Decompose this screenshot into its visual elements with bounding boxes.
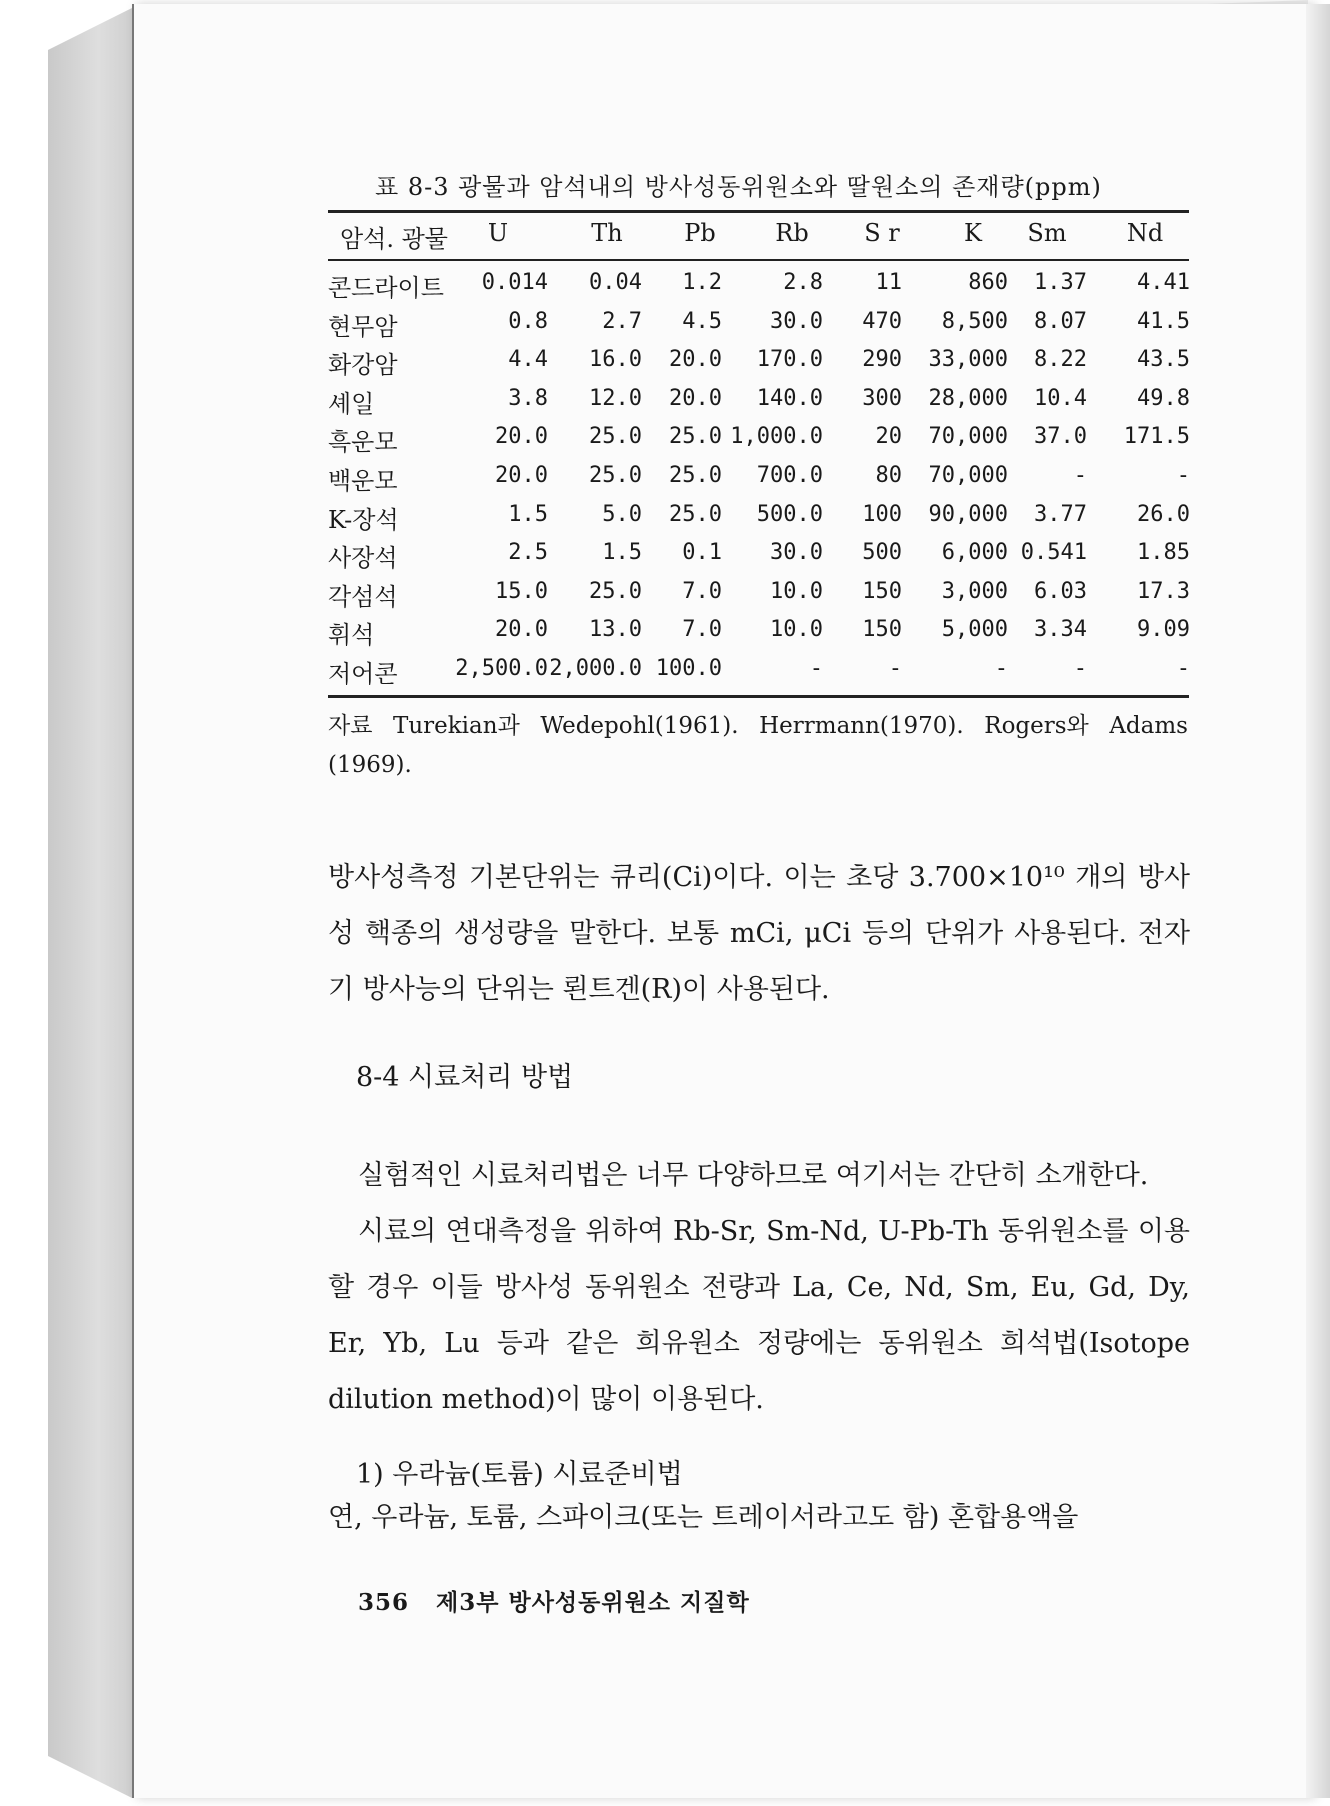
table-cell: 26.0 — [1137, 501, 1190, 527]
table-cell: 290 — [862, 347, 902, 373]
table-cell: 13.0 — [589, 617, 642, 643]
table-cell: 100 — [862, 501, 902, 527]
table-cell: 100.0 — [655, 656, 722, 681]
table-row-label: 콘드라이트 — [328, 274, 444, 302]
table-cell: - — [1073, 656, 1087, 681]
table-row-label: 각섬석 — [328, 582, 398, 611]
table-cell: 43.5 — [1137, 347, 1190, 373]
table-cell: 0.04 — [589, 270, 642, 295]
paragraph-units: 방사성측정 기본단위는 큐리(Ci)이다. 이는 초당 3.700×10¹⁰ 개의 방사성 핵종의 생성량을 말한다. 보통 mCi, μCi 등의 단위가 사용된다. 전자기 방사능의 단위는 뢴트겐(R)이 사용된다. — [328, 862, 1190, 1005]
table-bottom-rule — [328, 695, 1189, 698]
table-cell: 20.0 — [669, 385, 722, 411]
table-cell: 16.0 — [589, 347, 642, 373]
table-cell: 8.22 — [1034, 347, 1087, 373]
table-cell: 500 — [862, 540, 902, 566]
table-header-cell: K — [964, 219, 982, 247]
table-cell: 7.0 — [682, 617, 722, 643]
table-cell: 140.0 — [756, 385, 823, 411]
table-cell: 2,000.0 — [549, 656, 642, 681]
table-cell: 10.0 — [770, 617, 823, 643]
table-cell: 0.541 — [1020, 540, 1087, 566]
table-cell: 49.8 — [1137, 385, 1190, 411]
table-cell: 300 — [862, 385, 902, 411]
table-cell: 2.8 — [783, 270, 823, 295]
table-cell: 6,000 — [941, 540, 1008, 566]
table-cell: 1.5 — [602, 540, 642, 566]
table-header-cell: Th — [591, 219, 623, 247]
page-footer — [358, 1584, 750, 1617]
table-cell: 170.0 — [756, 347, 823, 373]
table-header-cell: Pb — [684, 219, 716, 247]
table-header-cell: U — [487, 219, 509, 247]
table-cell: 8.07 — [1034, 308, 1087, 334]
table-cell: 0.8 — [508, 308, 548, 334]
table-cell: 1.37 — [1034, 270, 1087, 295]
table-row-label: 사장석 — [328, 544, 398, 573]
table-cell: 33,000 — [928, 347, 1008, 373]
table-cell: 20.0 — [495, 617, 548, 643]
table-cell: 8,500 — [941, 308, 1008, 334]
table-row-label: 휘석 — [328, 621, 375, 650]
part-title: 제3부 방사성동위원소 지질학 — [436, 1589, 750, 1616]
table-cell: 37.0 — [1034, 424, 1087, 450]
table-cell: 2,500.0 — [455, 656, 548, 681]
table-cell: 20.0 — [495, 424, 548, 450]
table-cell: 70,000 — [928, 463, 1008, 488]
table-row-label: K-장석 — [328, 505, 399, 534]
table-caption: 표 8-3 광물과 암석내의 방사성동위원소와 딸원소의 존재량(ppm) — [375, 173, 1102, 201]
table-cell: 25.0 — [589, 578, 642, 604]
table-top-rule — [328, 210, 1189, 213]
table-cell: 150 — [862, 617, 902, 643]
table-cell: 17.3 — [1137, 578, 1190, 604]
table-cell: 25.0 — [669, 463, 722, 488]
table-cell: 3,000 — [941, 578, 1008, 604]
table-cell: 700.0 — [756, 463, 823, 488]
table-header-cell: S r — [864, 219, 900, 247]
paragraph-intro: 실험적인 시료처리법은 너무 다양하므로 여기서는 간단히 소개한다. — [358, 1160, 1149, 1191]
table-cell: 171.5 — [1123, 424, 1190, 450]
page-edge — [1306, 4, 1330, 1798]
table-header-cell: Sm — [1027, 219, 1067, 247]
table-cell: - — [809, 656, 823, 681]
table-row-label: 셰일 — [328, 389, 375, 418]
table-row-label: 백운모 — [328, 467, 398, 495]
table-cell: 10.4 — [1034, 385, 1087, 411]
table-cell: - — [888, 656, 902, 681]
table-cell: 1.2 — [682, 270, 722, 295]
table-cell: 4.5 — [682, 308, 722, 334]
table-cell: 30.0 — [770, 308, 823, 334]
table-cell: 25.0 — [669, 424, 722, 450]
table-cell: 860 — [968, 270, 1008, 295]
table-cell: 6.03 — [1034, 578, 1087, 604]
page-number: 356 — [358, 1589, 410, 1616]
table-cell: 2.5 — [508, 540, 548, 566]
paragraph-uranium: 연, 우라늄, 토륨, 스파이크(또는 트레이서라고도 함) 혼합용액을 — [328, 1502, 1079, 1533]
table-cell: 15.0 — [495, 578, 548, 604]
table-cell: 20.0 — [495, 463, 548, 488]
table-cell: 1.5 — [508, 501, 548, 527]
table-row-label: 흑운모 — [328, 428, 398, 457]
table-cell: 9.09 — [1137, 617, 1190, 643]
table-header-cell: Nd — [1126, 219, 1164, 247]
table-cell: 28,000 — [928, 385, 1008, 411]
table-row-label: 화강암 — [328, 351, 398, 380]
table-source-note: 자료 Turekian과 Wedepohl(1961). Herrmann(1970). Rogers와 Adams (1969). — [328, 713, 1188, 778]
table-cell: 3.8 — [508, 385, 548, 411]
table-cell: - — [1176, 463, 1190, 488]
table-cell: 41.5 — [1137, 308, 1190, 334]
table-cell: 5,000 — [941, 617, 1008, 643]
table-cell: 4.41 — [1137, 270, 1190, 295]
table-cell: 150 — [862, 578, 902, 604]
table-cell: 500.0 — [756, 501, 823, 527]
table-cell: 1.85 — [1137, 540, 1190, 566]
table-row-label: 저어콘 — [328, 660, 398, 688]
section-heading: 8-4 시료처리 방법 — [356, 1062, 574, 1093]
table-cell: 25.0 — [589, 424, 642, 450]
table-cell: - — [1176, 656, 1190, 681]
table-cell: 3.34 — [1034, 617, 1087, 643]
table-cell: - — [994, 656, 1008, 681]
table-cell: 3.77 — [1034, 501, 1087, 527]
table-cell: 7.0 — [682, 578, 722, 604]
table-cell: 1,000.0 — [730, 424, 823, 450]
table-cell: 25.0 — [589, 463, 642, 488]
subsection-heading: 1) 우라늄(토륨) 시료준비법 — [356, 1459, 683, 1490]
table-cell: 4.4 — [508, 347, 548, 373]
table-cell: - — [1073, 463, 1087, 488]
table-cell: 0.014 — [481, 270, 548, 295]
paragraph-isotope-dilution: 시료의 연대측정을 위하여 Rb-Sr, Sm-Nd, U-Pb-Th 동위원소를 이용할 경우 이들 방사성 동위원소 전량과 La, Ce, Nd, Sm, Eu, Gd, Dy, Er, Yb, Lu 등과 같은 희유원소 정량에는 동위원소 희석법(Isotope dilution method)이 많이 이용된다. — [328, 1216, 1190, 1415]
table-cell: 2.7 — [602, 308, 642, 334]
table-cell: 0.1 — [682, 540, 722, 566]
table-cell: 20.0 — [669, 347, 722, 373]
table-header-cell: Rb — [775, 219, 809, 247]
table-cell: 5.0 — [602, 501, 642, 527]
table-header-rock: 암석. 광물 — [340, 225, 448, 253]
table-cell: 90,000 — [928, 501, 1008, 527]
table-cell: 20 — [875, 424, 902, 450]
table-header-rule — [328, 259, 1189, 261]
table-cell: 470 — [862, 308, 902, 334]
table-row-label: 현무암 — [328, 312, 398, 341]
table-cell: 30.0 — [770, 540, 823, 566]
table-cell: 11 — [875, 270, 902, 295]
book-spine — [48, 8, 132, 1798]
table-cell: 12.0 — [589, 385, 642, 411]
table-cell: 70,000 — [928, 424, 1008, 450]
table-cell: 80 — [875, 463, 902, 488]
table-cell: 10.0 — [770, 578, 823, 604]
table-cell: 25.0 — [669, 501, 722, 527]
